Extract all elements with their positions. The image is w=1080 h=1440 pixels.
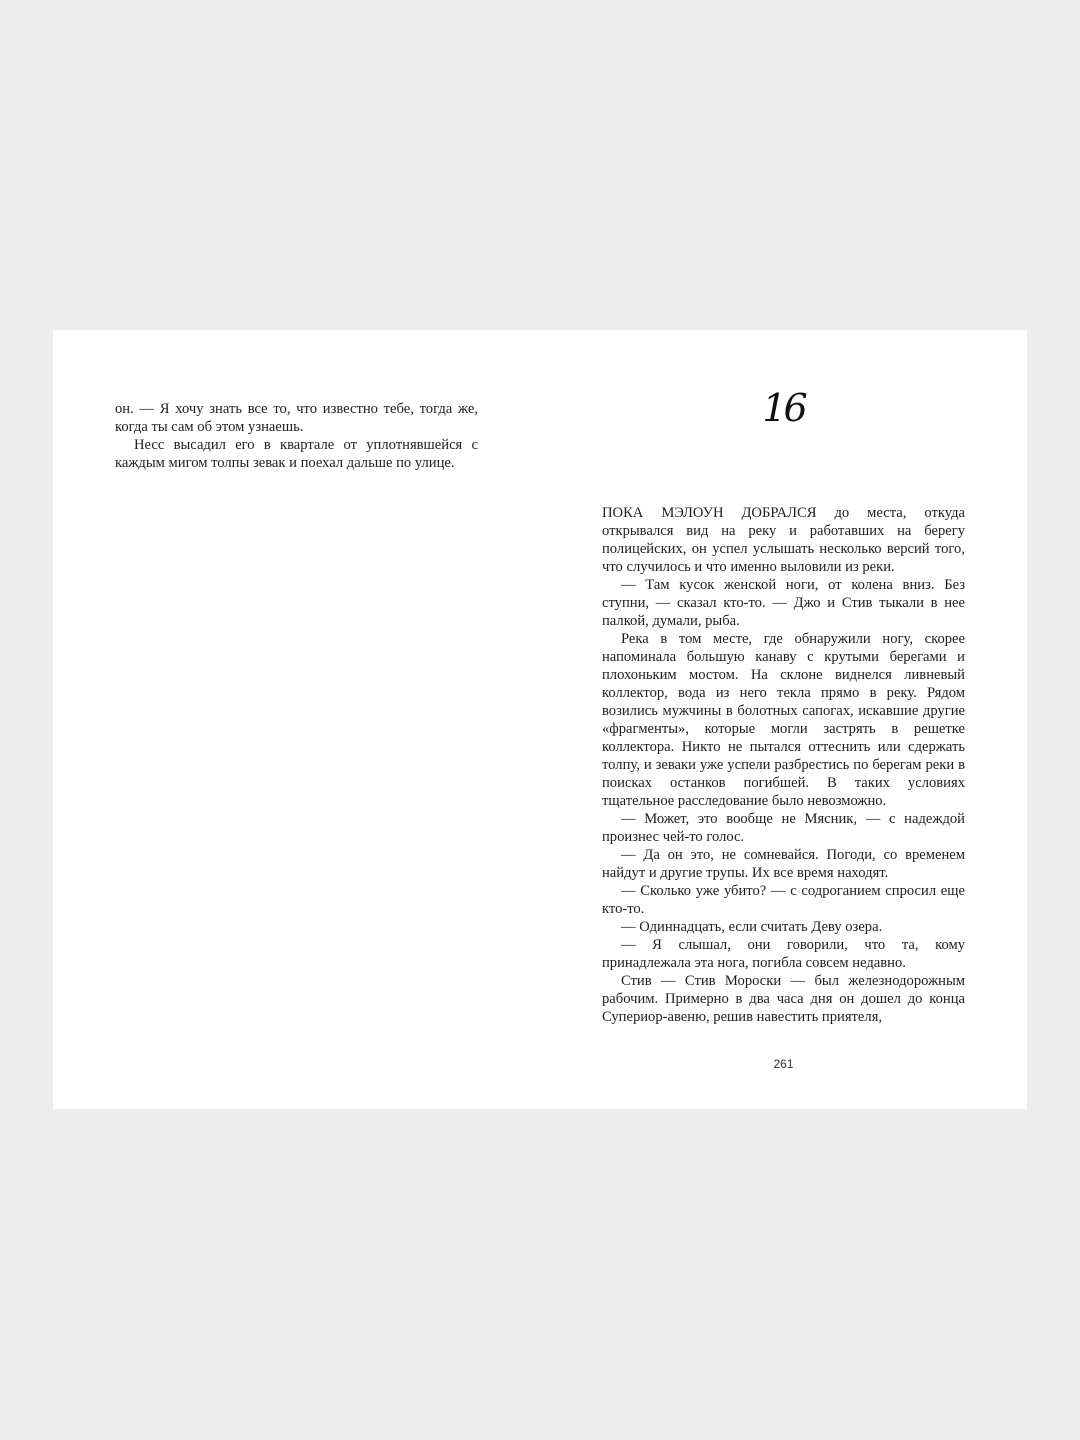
right-paragraph-6: — Одиннадцать, если считать Деву озера. (621, 919, 883, 935)
book-spread (53, 330, 1027, 1109)
chapter-body (602, 504, 965, 1026)
left-paragraph-2: Несс высадил его в квартале от уплотнявшейся с каждым мигом толпы зевак и поехал дальше по улице. (115, 437, 478, 471)
right-paragraph-3: — Может, это вообще не Мясник, — с надеждой произнес чей-то голос. (602, 811, 965, 845)
left-paragraph-1: он. — Я хочу знать все то, что известно тебе, тогда же, когда ты сам об этом узнаешь. (115, 401, 478, 435)
opening-paragraph (602, 504, 965, 576)
left-page (115, 400, 478, 472)
right-paragraph-7: — Я слышал, они говорили, что та, кому принадлежала эта нога, погибла совсем недавно. (602, 937, 965, 971)
opening-rest: до места, откуда открывался вид на реку и работавших на берегу полицейских, он успел услышать несколько версий того, что случилось и что именно выловили из реки. (602, 505, 965, 575)
right-page (602, 388, 965, 1026)
right-paragraph-8: Стив — Стив Мороски — был железнодорожным рабочим. Примерно в два часа дня он дошел до конца Супериор-авеню, решив навестить приятеля, (602, 973, 965, 1025)
right-paragraph-4: — Да он это, не сомневайся. Погоди, со временем найдут и другие трупы. Их все время находят. (602, 847, 965, 881)
page-number: 261 (773, 1057, 794, 1071)
right-paragraph-2: Река в том месте, где обнаружили ногу, скорее напоминала большую канаву с крутыми берегами и плохоньким мостом. На склоне виднелся ливневый коллектор, вода из него текла прямо в реку. Рядом возились мужчины в болотных сапогах, искавшие другие «фрагменты», которые могли застрять в решетке коллектора. Никто не пытался оттеснить или сдержать толпу, и зеваки уже успели разбрестись по берегам реки в поисках останков погибшей. В таких условиях тщательное расследование было невозможно. (602, 631, 965, 809)
opening-caps: ПОКА МЭЛОУН ДОБРАЛСЯ (602, 505, 817, 521)
chapter-number: 16 (762, 386, 805, 430)
right-paragraph-1: — Там кусок женской ноги, от колена вниз. Без ступни, — сказал кто-то. — Джо и Стив тыкали в нее палкой, думали, рыба. (602, 577, 965, 629)
right-paragraph-5: — Сколько уже убито? — с содроганием спросил еще кто-то. (602, 883, 965, 917)
